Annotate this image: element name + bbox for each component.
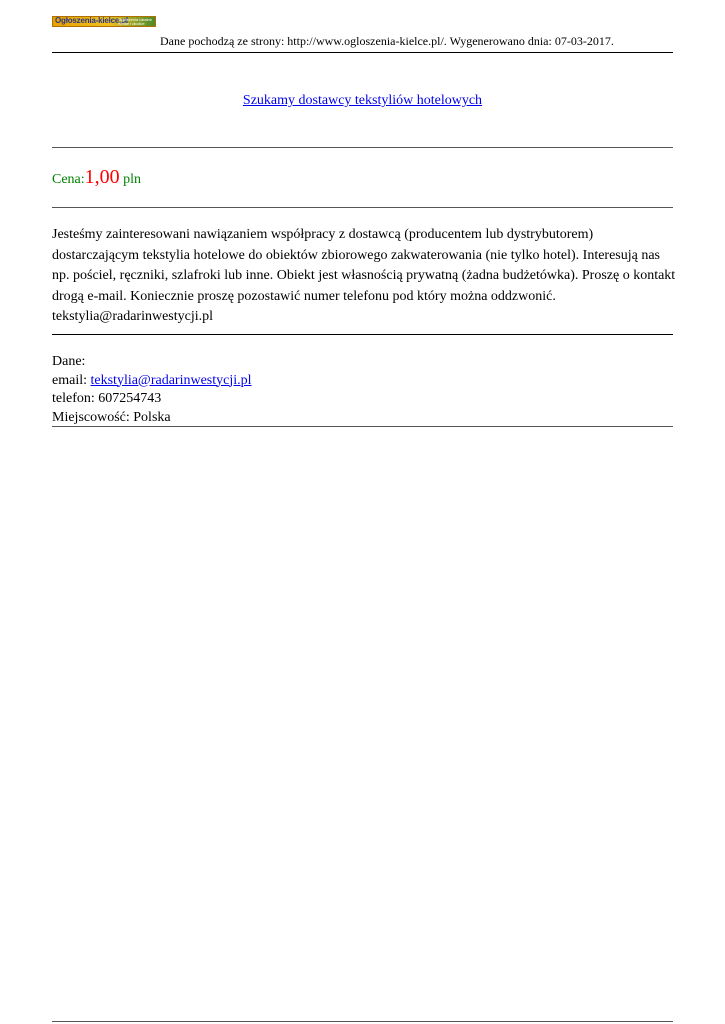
email-link[interactable]: tekstylia@radarinwestycji.pl [90,372,252,388]
phone-label: telefon: [52,391,99,406]
location-value: Polska [133,409,171,425]
price-currency: pln [123,172,142,187]
email-label: email: [52,372,91,388]
title-divider [52,147,673,148]
price [52,166,141,189]
price-divider [52,207,673,208]
source-header: Dane pochodzą ze strony: http://www.ogloszenia-kielce.pl/. Wygenerowano dnia: 07-03-2017. [160,34,614,48]
price-label: Cena: [52,172,85,187]
header-divider [52,52,673,53]
contact-divider [52,426,673,427]
contact-email-row [52,372,252,391]
logo-subtext: Ogłoszenia lokalne Kielce i okolice [118,17,152,26]
contact-section [52,353,252,427]
listing-title-link[interactable]: Szukamy dostawcy tekstyliów hotelowych [242,93,483,108]
description-divider [52,334,673,335]
contact-heading: Dane: [52,354,86,369]
footer-divider [52,1021,673,1022]
site-logo [52,16,156,27]
listing-description: Jesteśmy zainteresowani nawiązaniem współpracy z dostawcą (producentem lub dystrybutorem) dostarczającym tekstylia hotelowe do obiektów zbiorowego zakwaterowania (nie tylko hotel). Interesują nas np. pościel, ręczniki, szlafroki lub inne. Obiekt jest własnością prywatną (żadna budżetówka). Proszę o kontakt drogą e-mail. Koniecznie proszę pozostawić numer telefonu pod który można oddzwonić. tekstylia@radarinwestycji.pl [52,227,676,325]
contact-location-row [52,409,252,428]
logo-text: Ogłoszenia-kielce.pl [55,16,128,25]
location-label: Miejscowość: [52,409,134,425]
contact-phone-row [52,390,252,409]
phone-value: 607254743 [98,391,162,406]
price-value: 1,00 [84,166,120,188]
